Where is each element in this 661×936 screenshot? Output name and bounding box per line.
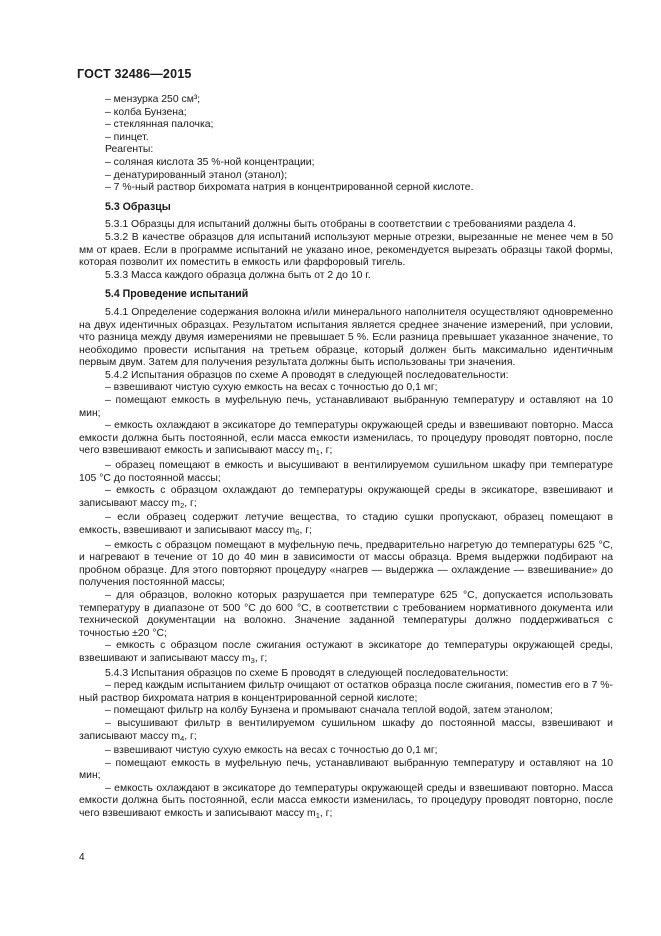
- subscript: б: [295, 528, 300, 537]
- reagents-label: Реагенты:: [105, 144, 154, 156]
- list-item: – помещают емкость в муфельную печь, устанавливают выбранную температуру и оставляют на 10 мин;: [79, 395, 613, 419]
- standard-header: ГОСТ 32486—2015: [77, 67, 192, 81]
- list-item: [79, 512, 613, 539]
- list-item-tail: , г;: [254, 652, 268, 664]
- list-item: [79, 640, 613, 667]
- list-item: [79, 420, 613, 460]
- subscript: 4: [180, 733, 185, 743]
- list-item: – емкость с образцом помещают в муфельную печь, предварительно нагретую до температуры 625 °С, и нагревают в течение от 10 до 40 мин в зависимости от массы образца. Время выдержки подбирают на пробном образце. Для этого повторяют процедуру «нагрев — выдержка — охлаждение — взвешивание» до получения постоянной массы;: [79, 539, 613, 589]
- list-item: – колба Бунзена;: [105, 106, 187, 118]
- list-item: – пинцет.: [105, 131, 149, 143]
- subscript: 1: [315, 811, 320, 821]
- list-item-text: – емкость охлаждают в эксикаторе до температуры окружающей среды и взвешивают повторно. Масса емкости должна быть постоянной, если масса емкости изменилась, то процедуру проводят повторно, после чего взвешивают емкость и записывают массу m: [79, 420, 613, 457]
- list-item-tail: , г;: [319, 808, 333, 820]
- list-item: – соляная кислота 35 %-ной концентрации;: [105, 156, 315, 168]
- list-item: – мензурка 250 см³;: [105, 94, 201, 105]
- paragraph-5-3-1: 5.3.1 Образцы для испытаний должны быть отобраны в соответствии с требованиями раздела 4.: [105, 219, 577, 231]
- paragraph-5-4-3: 5.4.3 Испытания образцов по схеме Б проводят в следующей последовательности:: [105, 667, 509, 679]
- page-number: 4: [79, 852, 85, 863]
- document-body: [79, 94, 613, 823]
- list-item: [79, 718, 613, 745]
- list-item-tail: , г;: [319, 445, 333, 457]
- list-item: – образец помещают в емкость и высушивают в вентилируемом сушильном шкафу при температуре 105 °С до постоянной массы;: [79, 460, 613, 484]
- list-item: – для образцов, волокно которых разрушается при температуре 625 °С, допускается использовать температуру в диапазоне от 500 °С до 600 °С, в соответствии с требованием нормативного документа или технической документации на волокно. Значение заданной температуры должно поддерживаться с точностью ±20 °С;: [79, 589, 613, 639]
- paragraph-5-4-2: 5.4.2 Испытания образцов по схеме А проводят в следующей последовательности:: [105, 369, 509, 381]
- list-item: – взвешивают чистую сухую емкость на весах с точностью до 0,1 мг;: [105, 745, 438, 757]
- subscript: 1: [315, 448, 320, 458]
- list-item: – взвешивают чистую сухую емкость на весах с точностью до 0,1 мг;: [105, 382, 438, 394]
- paragraph-5-3-2: 5.3.2 В качестве образцов для испытаний используют мерные отрезки, вырезанные не менее чем в 50 мм от краев. Если в программе испытаний не указано иное, рекомендуется вырезать образцы такой формы, которая позволит их поместить в емкость или фарфоровый тигель.: [79, 231, 613, 269]
- section-heading-5-3: 5.3 Образцы: [105, 200, 171, 213]
- list-item: – 7 %-ный раствор бихромата натрия в концентрированной серной кислоте.: [105, 182, 474, 194]
- list-item-text: – емкость охлаждают в эксикаторе до температуры окружающей среды и взвешивают повторно. Масса емкости должна быть постоянной, если масса емкости изменилась, то процедуру проводят повторно, после чего взвешивают емкость и записывают массу m: [79, 782, 613, 820]
- section-heading-5-4: 5.4 Проведение испытаний: [105, 288, 249, 301]
- list-item-text: – высушивают фильтр в вентилируемом сушильном шкафу до постоянной массы, взвешивают и записывают массу m: [79, 717, 613, 742]
- list-item-text: – если образец содержит летучие вещества, то стадию сушки пропускают, образец помещают в емкость, взвешивают и записывают массу m: [79, 512, 613, 536]
- list-item: – помещают емкость в муфельную печь, устанавливают выбранную температуру и оставляют на 10 мин;: [79, 757, 613, 782]
- list-item: [79, 485, 613, 512]
- list-item: [79, 783, 613, 823]
- list-item: – денатурированный этанол (этанол);: [105, 169, 288, 181]
- list-item-text: – емкость с образцом после сжигания остужают в эксикаторе до температуры окружающей среды, взвешивают и записывают массу m: [79, 640, 613, 664]
- list-item: – помещают фильтр на колбу Бунзена и промывают сначала теплой водой, затем этанолом;: [105, 705, 553, 717]
- list-item: – перед каждым испытанием фильтр очищают от остатков образца после сжигания, поместив его в 7 %-ный раствор бихромата натрия в концентрированной серной кислоте;: [79, 680, 613, 704]
- list-item: – стеклянная палочка;: [105, 119, 214, 131]
- list-item-text: – емкость с образцом охлаждают до температуры окружающей среды в эксикаторе, взвешивают и записывают массу m: [79, 485, 613, 509]
- paragraph-5-3-3: 5.3.3 Масса каждого образца должна быть от 2 до 10 г.: [105, 269, 371, 281]
- list-item-tail: , г;: [184, 730, 197, 742]
- paragraph-5-4-1: 5.4.1 Определение содержания волокна и/или минерального наполнителя осуществляют одновременно на двух идентичных образцах. Результатом испытания является среднее значение измерений, при условии, что разница между двумя измерениями не превышает 5 %. Если разница превышает указанное значение, то необходимо провести испытания на третьем образце, который должен быть максимально идентичным первым двум. Затем для получения результата должны быть использованы три значения.: [79, 306, 613, 369]
- subscript: 3: [250, 655, 255, 665]
- subscript: 2: [180, 500, 185, 510]
- list-item-tail: , г;: [184, 497, 197, 509]
- list-item-tail: , г;: [299, 525, 312, 536]
